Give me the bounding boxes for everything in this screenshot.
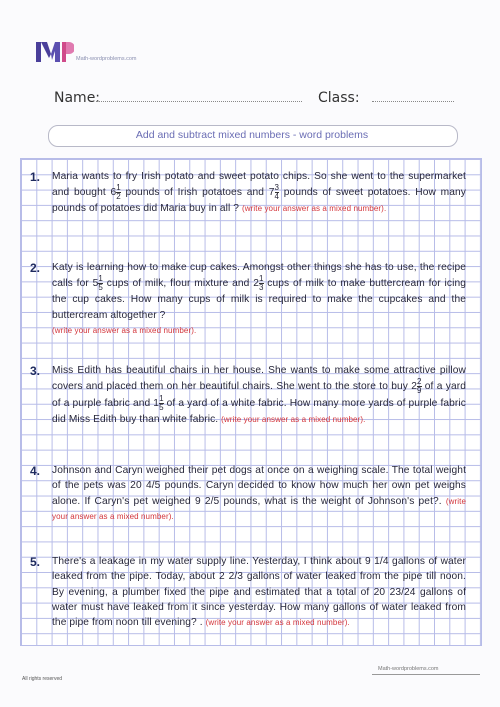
name-label: Name: (54, 90, 101, 106)
fraction: $\frac{2}{9}$ (416, 377, 422, 396)
worksheet-title: Add and subtract mixed numbers - word problems (135, 129, 369, 141)
answer-note: (write your answer as a mixed number). (205, 618, 350, 628)
question-number: 5. (30, 555, 41, 569)
fraction: $\frac{1}{2}$ (116, 183, 121, 202)
fraction: $\frac{1}{3}$ (258, 274, 264, 293)
class-label: Class: (318, 90, 360, 106)
question-5: There's a leakage in my water supply line. Yesterday, I think about 9 1/4 gallons of water leaked from the pipe. Today, about 2 2/3 gallons of water leaked from the pipe till noon. By evening, a plumber fixed the pipe and estimated that a total of 20 23/24 gallons of water must have leaked from it since yesterday. How many gallons of water leaked from the pipe from noon till evening? . (write your answer as a mixed number). (52, 556, 466, 629)
class-field[interactable] (372, 101, 454, 102)
answer-note: (write your answer as a mixed number). (52, 325, 197, 335)
answer-note: (write your answer as a mixed number). (221, 415, 366, 425)
question-number: 2. (30, 261, 41, 275)
answer-note: (write your answer as a mixed number). (52, 496, 466, 521)
question-2: Katy is learning how to make cup cakes. Amongst other things she has to use, the recipe calls for 5 $\frac{1}{5}$ cups of milk, flour mixture and 2 $\frac{1}{3}$ cups of milk to make buttercream for icing the cup cakes. How many cups of milk is required to make the cupcakes and the buttercream altogether ? (write your answer as a mixed number). (52, 262, 467, 335)
name-field[interactable] (96, 101, 302, 102)
question-1: Maria wants to fry Irish potato and sweet potato chips. So she went to the supermarket and bought 6 $\frac{1}{2}$ pounds of Irish potatoes and 7 $\frac{3}{4}$ pounds of sweet potatoes. How many pounds of potatoes did Maria buy in all ? (write your answer as a mixed number). (52, 171, 466, 215)
question-number: 1. (30, 170, 41, 184)
footer-site: Math-wordproblems.com (378, 666, 439, 672)
fraction: $\frac{3}{4}$ (274, 183, 280, 202)
fraction: $\frac{1}{5}$ (159, 394, 164, 413)
copyright-text: All rights reserved (22, 676, 63, 682)
site-name: Math-wordproblems.com (76, 56, 137, 62)
fraction: $\frac{1}{5}$ (98, 274, 103, 293)
question-number: 3. (30, 364, 41, 378)
mwp-logo-icon (36, 38, 74, 64)
question-3: Miss Edith has beautiful chairs in her house. She wants to make some attractive pillow covers and placed them on her beautiful chairs. She went to the store to buy 2 $\frac{2}{9}$ of a yard of a purple fabric and 1 $\frac{1}{5}$ of a yard of a white fabric. How many more yards of purple fabric did Miss Edith buy than white fabric. (write your answer as a mixed number). (52, 365, 466, 426)
footer-divider (372, 674, 480, 675)
question-4: Johnson and Caryn weighed their pet dogs at once on a weighing scale. The total weight of the pets was 20 4/5 pounds. Caryn decided to know how much her own pet weighs alone. If Caryn's pet weighed 9 2/5 pounds, what is the weight of Johnson's pet?. (write your answer as a mixed number). (52, 465, 466, 521)
question-number: 4. (30, 464, 41, 478)
answer-note: (write your answer as a mixed number). (241, 204, 387, 214)
